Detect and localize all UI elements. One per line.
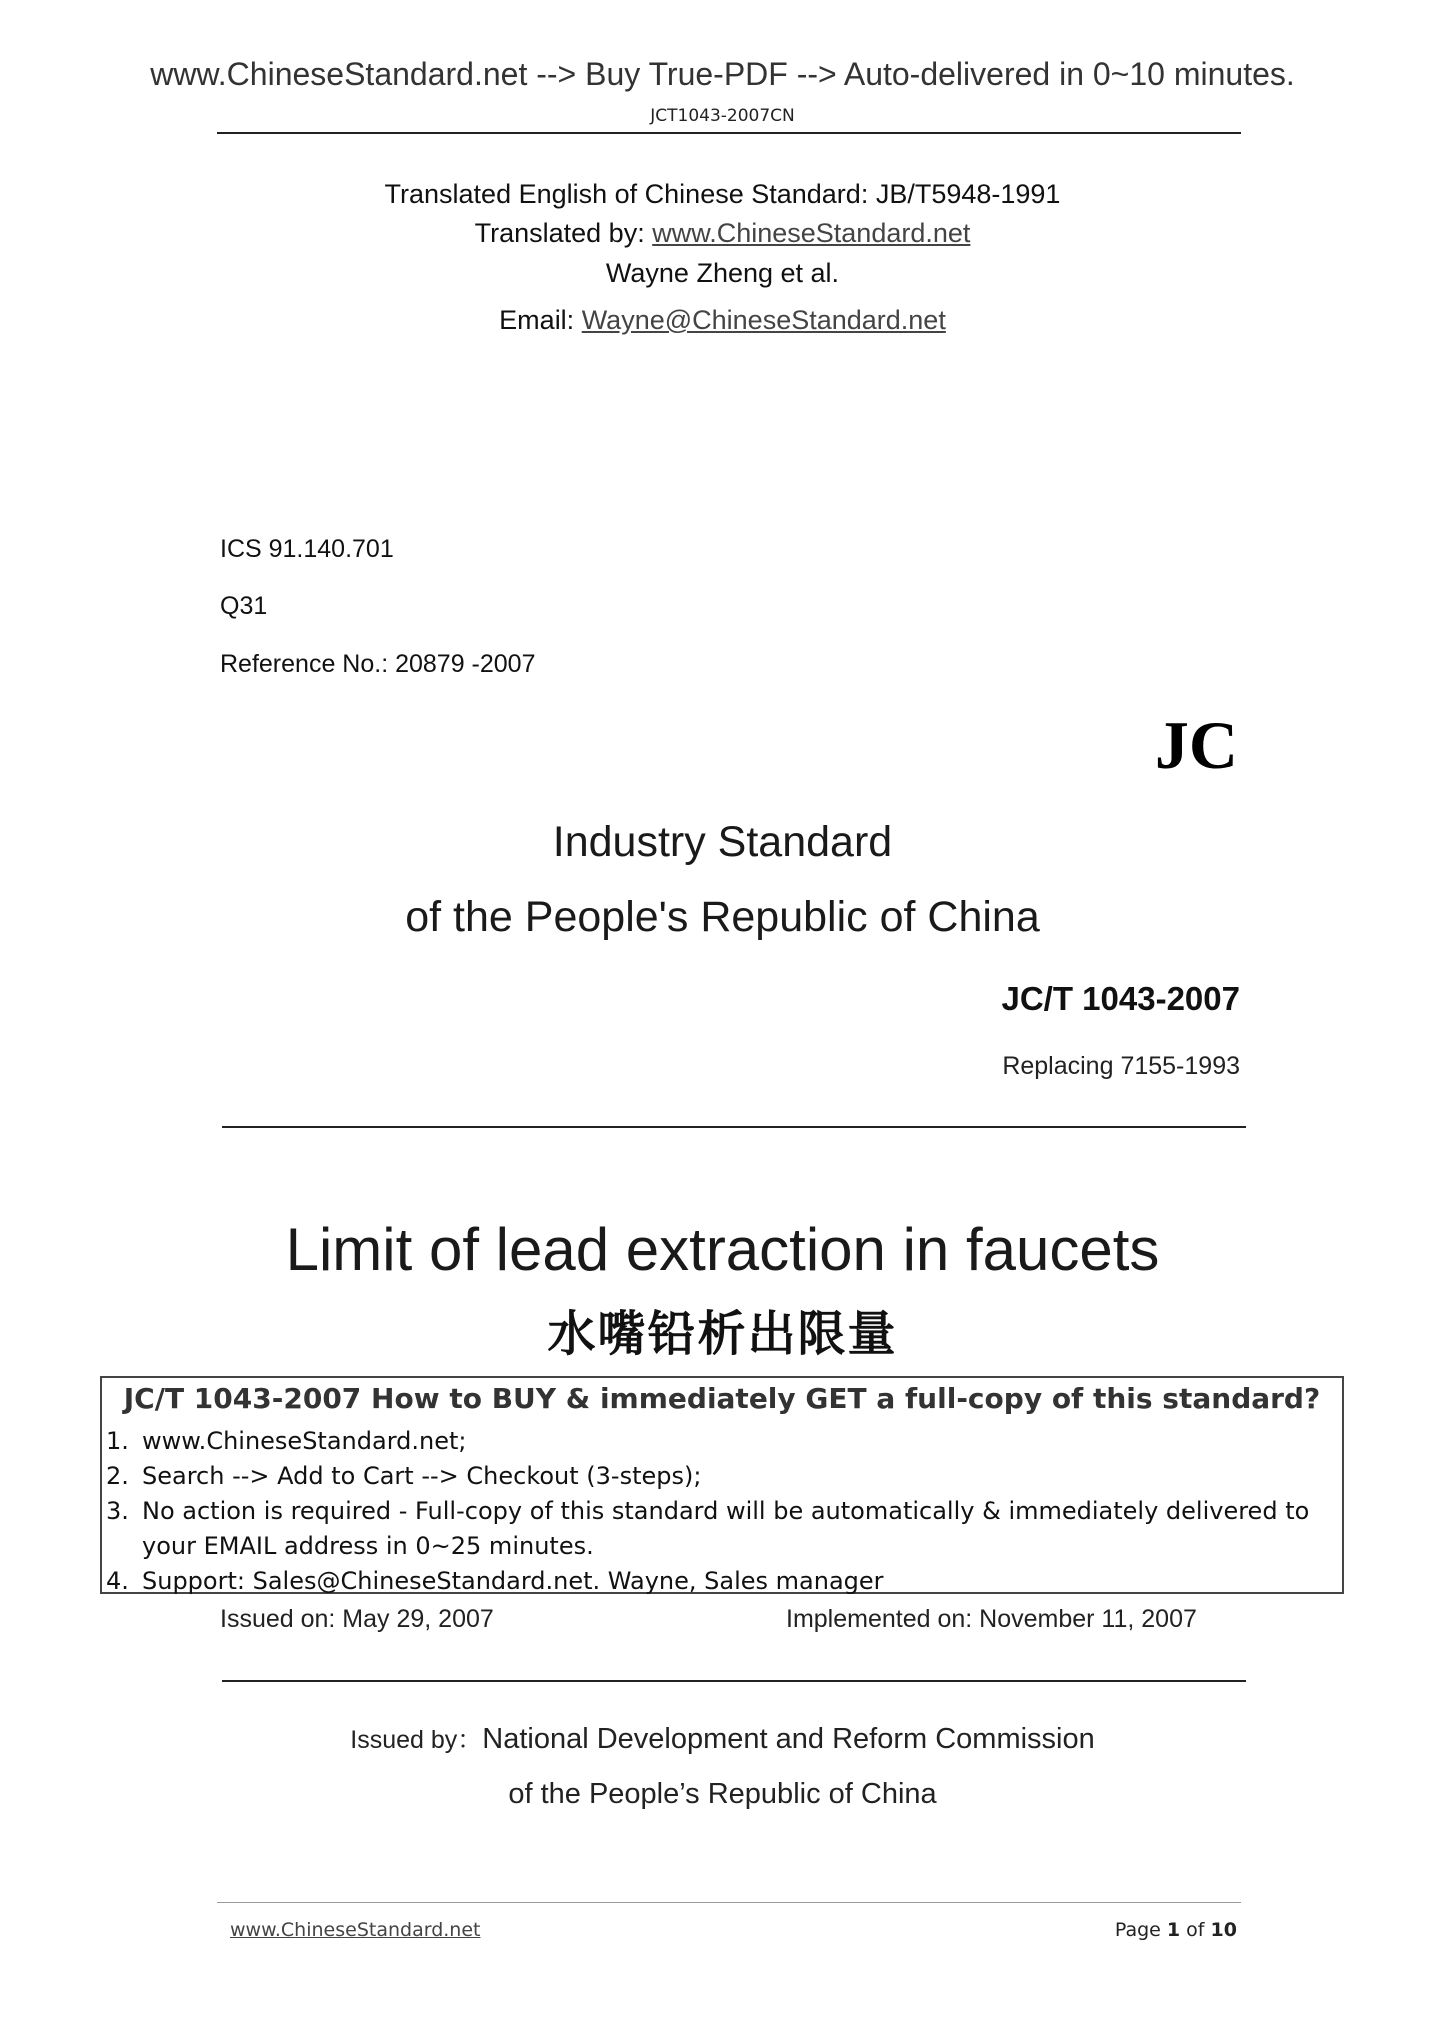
ics-code: ICS 91.140.701 bbox=[220, 535, 394, 563]
page-of: of bbox=[1180, 1919, 1211, 1941]
buy-step bbox=[102, 1494, 1342, 1564]
reference-number: Reference No.: 20879 -2007 bbox=[220, 650, 536, 678]
footer-site-link[interactable]: www.ChineseStandard.net bbox=[230, 1919, 481, 1941]
buy-step-number: 1. bbox=[106, 1427, 129, 1455]
buy-step-text: Support: Sales@ChineseStandard.net. Wayne, Sales manager bbox=[142, 1567, 884, 1595]
issuer-name-line2: of the People’s Republic of China bbox=[508, 1778, 937, 1810]
document-id: JCT1043-2007CN bbox=[650, 106, 795, 126]
buy-instructions-box bbox=[100, 1376, 1344, 1594]
page-label: Page bbox=[1114, 1919, 1167, 1941]
document-title-chinese: 水嘴铅析出限量 bbox=[547, 1306, 898, 1362]
issued-by-label: Issued by： bbox=[350, 1726, 483, 1754]
email-link[interactable]: Wayne@ChineseStandard.net bbox=[581, 305, 946, 335]
header-divider bbox=[217, 132, 1241, 134]
email-label: Email: bbox=[499, 305, 582, 335]
issuer-name-line1: National Development and Reform Commission bbox=[482, 1723, 1095, 1755]
cover-divider-bottom bbox=[222, 1680, 1246, 1682]
industry-standard-line2: of the People's Republic of China bbox=[405, 893, 1040, 941]
buy-step-number: 4. bbox=[106, 1567, 129, 1595]
buy-step-number: 3. bbox=[106, 1497, 129, 1525]
category-code: Q31 bbox=[220, 592, 268, 620]
cover-divider-top bbox=[222, 1126, 1246, 1128]
buy-step bbox=[102, 1424, 1342, 1459]
buy-step-number: 2. bbox=[106, 1462, 129, 1490]
footer-divider bbox=[217, 1902, 1241, 1903]
buy-step-text: Search --> Add to Cart --> Checkout (3-steps); bbox=[142, 1462, 702, 1490]
translator-site-link[interactable]: www.ChineseStandard.net bbox=[652, 218, 971, 248]
translators: Wayne Zheng et al. bbox=[605, 258, 840, 288]
standard-number: JC/T 1043-2007 bbox=[1001, 980, 1240, 1017]
translated-by bbox=[0, 218, 1445, 249]
buy-box-title: JC/T 1043-2007 How to BUY & immediately GET a full-copy of this standard? bbox=[123, 1382, 1321, 1415]
translation-line: Translated English of Chinese Standard: JB/T5948-1991 bbox=[384, 179, 1061, 209]
page-indicator bbox=[1115, 1919, 1237, 1941]
buy-step-text: No action is required - Full-copy of this standard will be automatically & immediately delivered to your EMAIL address in 0~25 minutes. bbox=[142, 1497, 1310, 1560]
buy-steps-list bbox=[102, 1424, 1342, 1599]
industry-standard-line1: Industry Standard bbox=[552, 818, 893, 866]
page-current: 1 bbox=[1166, 1919, 1181, 1941]
document-title: Limit of lead extraction in faucets bbox=[285, 1216, 1160, 1283]
implemented-date: Implemented on: November 11, 2007 bbox=[786, 1605, 1197, 1633]
header-banner: www.ChineseStandard.net --> Buy True-PDF --> Auto-delivered in 0~10 minutes. bbox=[150, 56, 1295, 92]
buy-step bbox=[102, 1459, 1342, 1494]
issued-by bbox=[0, 1720, 1445, 1756]
replacing-standard: Replacing 7155-1993 bbox=[1002, 1052, 1240, 1080]
translated-by-label: Translated by: bbox=[474, 218, 653, 248]
page-total: 10 bbox=[1210, 1919, 1237, 1941]
issued-date: Issued on: May 29, 2007 bbox=[220, 1605, 494, 1633]
buy-step bbox=[102, 1564, 1342, 1599]
buy-step-text: www.ChineseStandard.net; bbox=[142, 1427, 467, 1455]
jc-logo: JC bbox=[1154, 707, 1238, 783]
email-line bbox=[0, 305, 1445, 336]
